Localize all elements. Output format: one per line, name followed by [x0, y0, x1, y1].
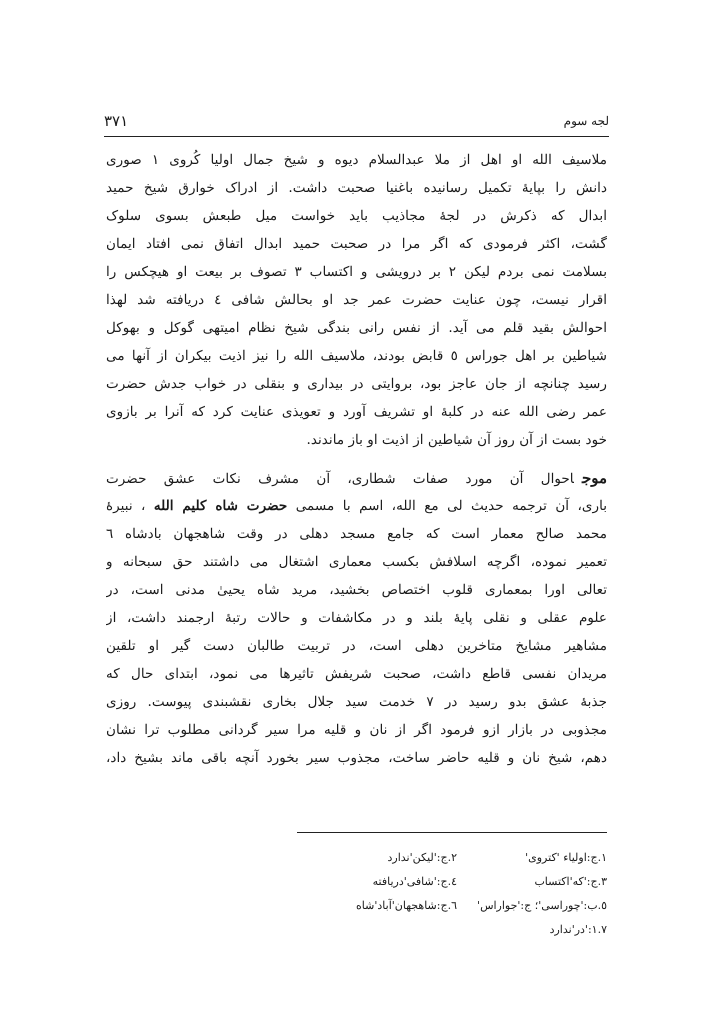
- footnote: ۱.۷:'در'ندارد: [549, 923, 607, 936]
- text-line: مریدان نفسی قاطع داشت، صحبت شریفش تاثیرها می نمود، ابتدای حال که: [106, 666, 607, 682]
- text-line: مشاهیر مشایخ متاخرین دهلی است، در تربیت طالبان دست گیر او تلقین: [106, 638, 607, 654]
- text-line-with-name: [106, 492, 607, 520]
- text-line: تعالی اورا بمعماری قلوب اختصاص بخشید، مرید شاه یحییٰ مدنی است، در: [106, 582, 607, 598]
- footnote-row: [106, 846, 607, 870]
- running-head: [104, 112, 609, 134]
- running-title: لجه سوم: [563, 114, 609, 128]
- footnote-row: [106, 894, 607, 918]
- text-span: باری، آن ترجمه حدیث لی مع الله، اسم با مسمی: [295, 498, 607, 514]
- section-lead-word: موج: [581, 469, 607, 487]
- text-line: جذبهٔ عشق بدو رسید در ۷ خدمت سید جلال بخاری نقشبندی پیوست. روزی: [106, 694, 607, 710]
- text-line: مجذوبی در بازار ازو فرمود اگر از نان و قلیه مرا سیر گردانی مطلوب ترا نشان: [106, 722, 607, 738]
- text-line: احوالش بقید قلم می آید. از نفس رانی بندگی شیخ نظام امیتهی گوکل و بهوکل: [106, 320, 607, 336]
- text-line: عمر رضی الله عنه در کلبهٔ او تشریف آورد و تعویذی عنایت کرد که آنرا بر بازوی: [106, 404, 607, 420]
- paragraph-first-line: [106, 464, 607, 492]
- footnote: ۲.ج:'لیکن'ندارد: [387, 851, 457, 864]
- footnote: ٥.ب:'چوراسی'؛ ج:'جواراس': [477, 899, 607, 912]
- footnote-row: [106, 918, 607, 942]
- text-line: علوم عقلی و نقلی پایهٔ بلند و در مکاشفات و حالات رتبهٔ ارجمند داشت، از: [106, 610, 607, 626]
- footnotes: [106, 846, 607, 942]
- text-span: احوال آن مورد صفات شطاری، آن مشرف نکات عشق حضرت: [106, 471, 574, 487]
- text-line: محمد صالح معمار است که جامع مسجد دهلی در وقت شاهجهان بادشاه ٦: [106, 526, 607, 542]
- page-number: ۳۷۱: [104, 112, 129, 130]
- text-line: شیاطین بر اهل جوراس ٥ قابض بودند، ملاسیف الله را نیز اذیت بیکران از آنها می: [106, 348, 607, 364]
- text-line: تعمیر نموده، اگرچه اسلافش بکسب معماری اشتغال می داشتند حق سبحانه و: [106, 554, 607, 570]
- footnote: ٦.ج:شاهجهان'آباد'شاه: [356, 899, 457, 912]
- text-span: ، نبیرهٔ: [106, 498, 146, 514]
- text-line: دهم، شیخ نان و قلیه حاضر ساخت، مجذوب سیر بخورد آنچه باقی ماند بشیخ داد،: [106, 750, 607, 766]
- text-line: بسلامت نمی بردم لیکن ۲ بر درویشی و اکتساب ۳ تصوف بر بیعت او هیچکس را: [106, 264, 607, 280]
- paragraph-gap: [106, 454, 607, 464]
- text-line: دانش را بپایهٔ تکمیل رسانیده باغنیا صحبت داشت. از ادراک خوارق شیخ حمید: [106, 180, 607, 196]
- footnote: ٤.ج:'شافی'دریافته: [372, 875, 457, 888]
- text-line: خود بست از آن روز آن شیاطین از اذیت او باز ماندند.: [306, 432, 607, 448]
- body-text: [106, 146, 607, 772]
- text-line: گشت، اکثر فرمودی که اگر مرا در صحبت حمید ابدال اتفاق نمی افتاد ایمان: [106, 236, 607, 252]
- text-line: ابدال که ذکرش در لجهٔ مجاذیب باید خواست میل طبعش بسوی سلوک: [106, 208, 607, 224]
- text-line: اقرار نیست، چون عنایت حضرت عمر جد او بحالش شافی ٤ دریافته شد لهذا: [106, 292, 607, 308]
- text-line: رسید چنانچه از جان عاجز بود، بروایتی در بیداری و بنقلی در خواب جدش حضرت: [106, 376, 607, 392]
- footnote: ۳.ج:'که'اکتساب: [534, 875, 607, 888]
- highlighted-name: حضرت شاه کلیم الله: [153, 498, 288, 514]
- header-divider: [104, 136, 609, 137]
- footnote-divider: [297, 832, 607, 833]
- footnote-row: [106, 870, 607, 894]
- text-line: ملاسیف الله او اهل از ملا عبدالسلام دیوه و شیخ جمال اولیا کُروی ۱ صوری: [106, 152, 607, 168]
- footnote: ۱.ج:اولیاء 'کتروی': [525, 851, 607, 864]
